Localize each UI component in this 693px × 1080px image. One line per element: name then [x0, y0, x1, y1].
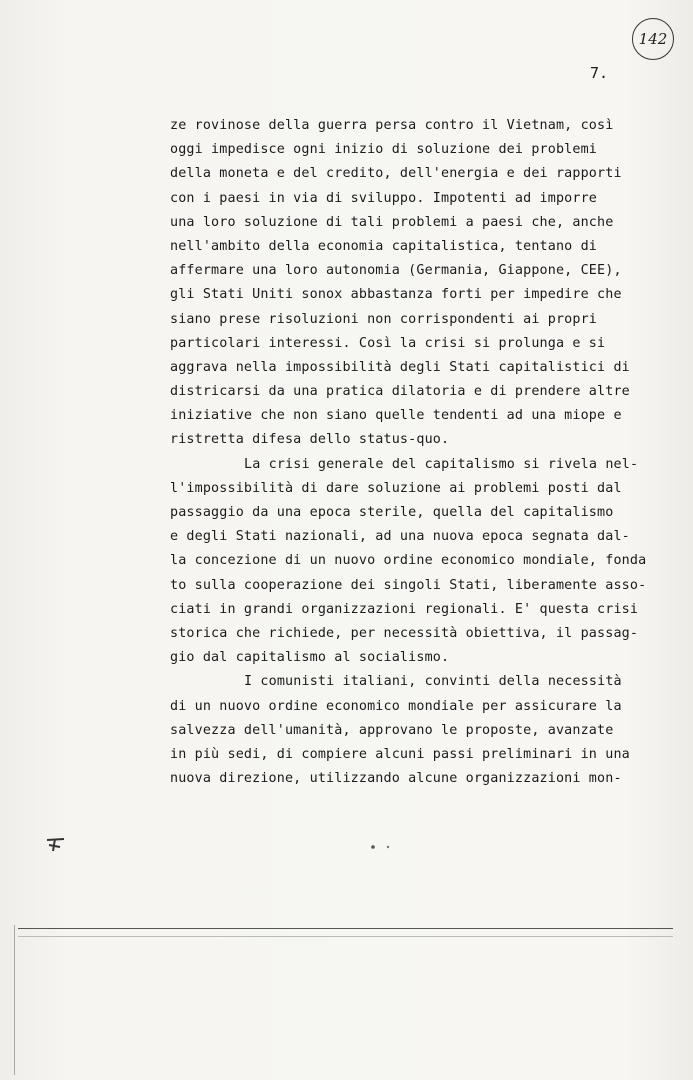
text-line: la concezione di un nuovo ordine economico mondiale, fonda: [170, 553, 647, 569]
text-line: aggrava nella impossibilità degli Stati capitalistici di: [170, 359, 630, 375]
text-line: districarsi da una pratica dilatoria e di prendere altre: [170, 384, 630, 400]
text-line: della moneta e del credito, dell'energia e dei rapporti: [170, 166, 622, 182]
footer-rule-faint: [18, 936, 673, 937]
paragraph-start-line: I comunisti italiani, convinti della necessità: [244, 674, 622, 690]
text-line: to sulla cooperazione dei singoli Stati, liberamente asso-: [170, 577, 647, 593]
text-line: ristretta difesa dello status-quo.: [170, 432, 450, 448]
margin-scribble-icon: [44, 835, 68, 855]
text-line: gli Stati Uniti sonox abbastanza forti per impedire che: [170, 287, 622, 303]
text-line: iniziative che non siano quelle tendenti ad una miope e: [170, 408, 622, 424]
text-line: nell'ambito della economia capitalistica, tentano di: [170, 238, 598, 254]
text-line: di un nuovo ordine economico mondiale per assicurare la: [170, 698, 622, 714]
page-number: 7.: [590, 64, 609, 82]
text-line: in più sedi, di compiere alcuni passi preliminari in una: [170, 746, 630, 762]
text-line: ze rovinose della guerra persa contro il Vietnam, così: [170, 118, 614, 133]
text-line: nuova direzione, utilizzando alcune organizzazioni mon-: [170, 771, 622, 787]
text-line: oggi impedisce ogni inizio di soluzione dei problemi: [170, 142, 598, 158]
footer-rule: [18, 928, 673, 929]
ink-dot-icon: [368, 842, 398, 852]
text-line: storica che richiede, per necessità obiettiva, il passag-: [170, 625, 639, 641]
text-line: salvezza dell'umanità, approvano le proposte, avanzate: [170, 722, 614, 738]
text-line: affermare una loro autonomia (Germania, Giappone, CEE),: [170, 263, 622, 279]
body-text: [170, 114, 650, 791]
text-line: ciati in grandi organizzazioni regionali. E' questa crisi: [170, 601, 639, 617]
text-line: l'impossibilità di dare soluzione ai problemi posti dal: [170, 480, 622, 496]
page-edge: [14, 925, 15, 1075]
text-line: una loro soluzione di tali problemi a paesi che, anche: [170, 214, 614, 230]
text-line: con i paesi in via di sviluppo. Impotenti ad imporre: [170, 190, 598, 206]
paragraph-start-line: La crisi generale del capitalismo si rivela nel-: [244, 456, 639, 472]
text-line: particolari interessi. Così la crisi si prolunga e si: [170, 335, 606, 351]
text-line: passaggio da una epoca sterile, quella del capitalismo: [170, 505, 614, 520]
text-line: e degli Stati nazionali, ad una nuova epoca segnata dal-: [170, 529, 630, 545]
text-line: siano prese risoluzioni non corrispondenti ai propri: [170, 311, 598, 327]
text-line: gio dal capitalismo al socialismo.: [170, 650, 450, 666]
archive-stamp: 142: [632, 18, 674, 60]
